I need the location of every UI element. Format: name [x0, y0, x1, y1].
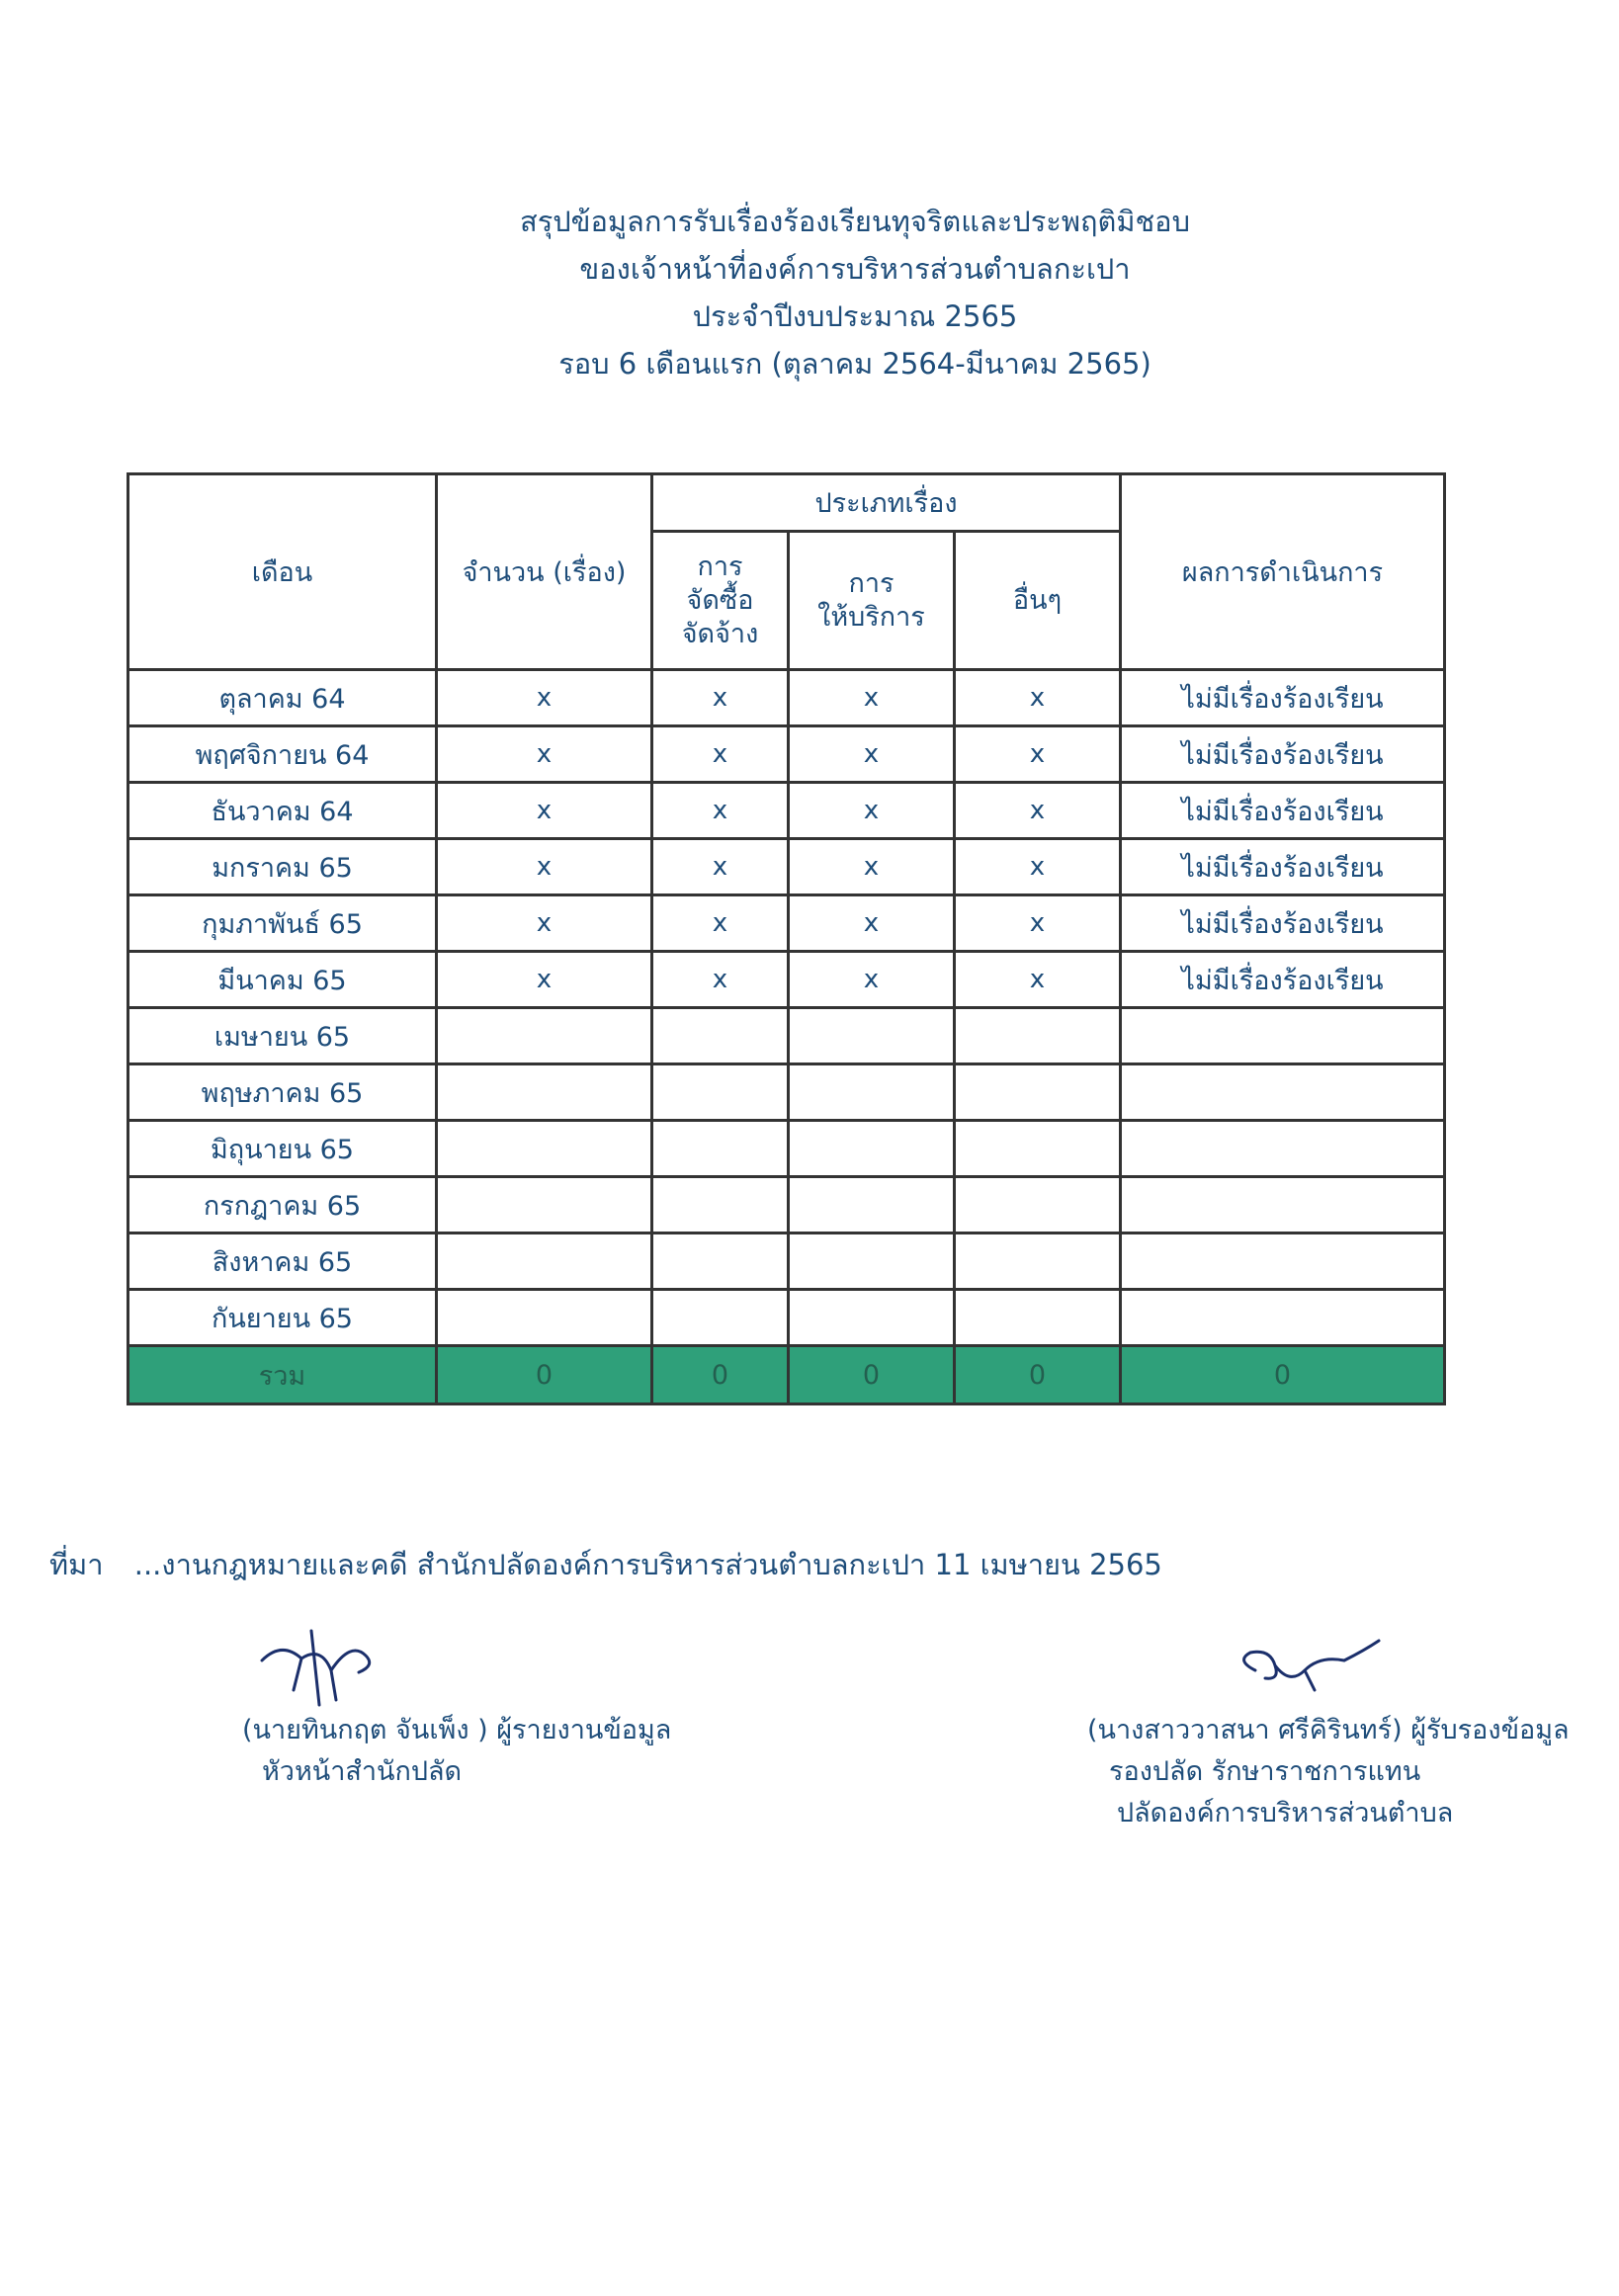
header-procurement-line3: จัดจ้าง: [681, 618, 759, 649]
header-type-group: ประเภทเรื่อง: [652, 474, 1121, 532]
signature-left-position: หัวหน้าสำนักปลัด: [262, 1756, 463, 1787]
cell-procurement: x: [652, 726, 789, 783]
cell-procurement: [652, 1290, 789, 1346]
cell-other: x: [955, 670, 1121, 726]
cell-count: [437, 1233, 652, 1290]
cell-result: [1121, 1177, 1445, 1233]
signature-block-left: [242, 1621, 835, 1793]
cell-procurement: x: [652, 895, 789, 952]
cell-result: [1121, 1290, 1445, 1346]
cell-month: ธันวาคม 64: [128, 783, 437, 839]
header-service-line1: การ: [848, 567, 895, 599]
cell-procurement: [652, 1008, 789, 1064]
table-row: [128, 726, 1445, 783]
total-result: 0: [1121, 1346, 1445, 1404]
cell-service: x: [789, 726, 955, 783]
header-month: เดือน: [128, 474, 437, 670]
cell-count: x: [437, 783, 652, 839]
source-label: ที่มา: [49, 1548, 104, 1581]
title-line-2: ของเจ้าหน้าที่องค์การบริหารส่วนตำบลกะเปา: [579, 252, 1131, 286]
cell-result: [1121, 1008, 1445, 1064]
cell-other: [955, 1290, 1121, 1346]
header-count: จำนวน (เรื่อง): [437, 474, 652, 670]
table-row: [128, 1064, 1445, 1121]
header-procurement: [652, 532, 789, 670]
cell-month: สิงหาคม 65: [128, 1233, 437, 1290]
table-row: [128, 1121, 1445, 1177]
document-title: [0, 198, 1619, 387]
cell-month: กรกฎาคม 65: [128, 1177, 437, 1233]
cell-service: x: [789, 895, 955, 952]
cell-count: [437, 1177, 652, 1233]
complaint-table-wrapper: [127, 472, 1446, 1405]
total-label: รวม: [128, 1346, 437, 1404]
cell-month: เมษายน 65: [128, 1008, 437, 1064]
header-procurement-line2: จัดซื้อ: [686, 584, 754, 616]
cell-procurement: [652, 1177, 789, 1233]
cell-result: [1121, 1121, 1445, 1177]
complaint-summary-table: [127, 472, 1446, 1405]
cell-result: ไม่มีเรื่องร้องเรียน: [1121, 670, 1445, 726]
total-other: 0: [955, 1346, 1121, 1404]
cell-other: [955, 1064, 1121, 1121]
cell-count: [437, 1290, 652, 1346]
cell-procurement: x: [652, 783, 789, 839]
cell-count: x: [437, 952, 652, 1008]
cell-count: [437, 1008, 652, 1064]
title-line-3: ประจำปีงบประมาณ 2565: [692, 299, 1018, 333]
signature-right-position-1: รองปลัด รักษาราชการแทน: [1109, 1756, 1421, 1787]
table-row: [128, 839, 1445, 895]
table-body: [128, 670, 1445, 1346]
cell-other: x: [955, 895, 1121, 952]
cell-month: มีนาคม 65: [128, 952, 437, 1008]
table-row: [128, 1177, 1445, 1233]
cell-other: x: [955, 726, 1121, 783]
cell-result: ไม่มีเรื่องร้องเรียน: [1121, 952, 1445, 1008]
cell-other: x: [955, 952, 1121, 1008]
cell-result: [1121, 1233, 1445, 1290]
signature-block-right: [1087, 1631, 1601, 1834]
header-result: ผลการดำเนินการ: [1121, 474, 1445, 670]
cell-result: ไม่มีเรื่องร้องเรียน: [1121, 895, 1445, 952]
cell-month: มกราคม 65: [128, 839, 437, 895]
cell-service: [789, 1233, 955, 1290]
source-text: ...งานกฎหมายและคดี สำนักปลัดองค์การบริหารส่วนตำบลกะเปา 11 เมษายน 2565: [133, 1548, 1162, 1581]
table-row: [128, 1008, 1445, 1064]
cell-service: [789, 1008, 955, 1064]
header-other: อื่นๆ: [955, 532, 1121, 670]
total-row: [128, 1346, 1445, 1404]
signature-left-image: [242, 1621, 400, 1710]
total-count: 0: [437, 1346, 652, 1404]
cell-other: [955, 1233, 1121, 1290]
cell-result: ไม่มีเรื่องร้องเรียน: [1121, 839, 1445, 895]
cell-count: x: [437, 670, 652, 726]
cell-service: x: [789, 783, 955, 839]
table-row: [128, 670, 1445, 726]
table-row: [128, 952, 1445, 1008]
cell-other: [955, 1177, 1121, 1233]
signature-left-name: (นายทินกฤต จันเพ็ง ) ผู้รายงานข้อมูล: [242, 1715, 672, 1745]
cell-other: x: [955, 839, 1121, 895]
table-row: [128, 783, 1445, 839]
table-row: [128, 1233, 1445, 1290]
cell-month: กันยายน 65: [128, 1290, 437, 1346]
cell-service: [789, 1177, 955, 1233]
table-row: [128, 895, 1445, 952]
total-service: 0: [789, 1346, 955, 1404]
signature-right-position-2: ปลัดองค์การบริหารส่วนตำบล: [1117, 1798, 1454, 1828]
cell-other: [955, 1121, 1121, 1177]
cell-count: x: [437, 895, 652, 952]
source-line: [49, 1542, 1162, 1587]
cell-other: [955, 1008, 1121, 1064]
cell-procurement: x: [652, 952, 789, 1008]
title-line-4: รอบ 6 เดือนแรก (ตุลาคม 2564-มีนาคม 2565): [558, 347, 1151, 381]
cell-procurement: [652, 1064, 789, 1121]
cell-result: [1121, 1064, 1445, 1121]
cell-procurement: [652, 1121, 789, 1177]
cell-count: x: [437, 726, 652, 783]
cell-service: x: [789, 670, 955, 726]
cell-service: x: [789, 839, 955, 895]
cell-service: [789, 1121, 955, 1177]
header-procurement-line1: การ: [697, 551, 743, 582]
header-service-line2: ให้บริการ: [817, 601, 925, 633]
signature-right-image: [1226, 1631, 1394, 1710]
cell-result: ไม่มีเรื่องร้องเรียน: [1121, 783, 1445, 839]
cell-count: [437, 1064, 652, 1121]
cell-month: กุมภาพันธ์ 65: [128, 895, 437, 952]
cell-month: พฤษภาคม 65: [128, 1064, 437, 1121]
header-service: [789, 532, 955, 670]
cell-procurement: x: [652, 839, 789, 895]
cell-month: พฤศจิกายน 64: [128, 726, 437, 783]
title-line-1: สรุปข้อมูลการรับเรื่องร้องเรียนทุจริตและประพฤติมิชอบ: [520, 205, 1190, 238]
signature-right-name: (นางสาววาสนา ศรีคิรินทร์) ผู้รับรองข้อมูล: [1087, 1715, 1570, 1745]
cell-service: [789, 1064, 955, 1121]
cell-procurement: x: [652, 670, 789, 726]
cell-month: มิถุนายน 65: [128, 1121, 437, 1177]
table-row: [128, 1290, 1445, 1346]
cell-service: [789, 1290, 955, 1346]
cell-result: ไม่มีเรื่องร้องเรียน: [1121, 726, 1445, 783]
cell-other: x: [955, 783, 1121, 839]
cell-procurement: [652, 1233, 789, 1290]
cell-month: ตุลาคม 64: [128, 670, 437, 726]
cell-count: [437, 1121, 652, 1177]
cell-count: x: [437, 839, 652, 895]
cell-service: x: [789, 952, 955, 1008]
total-procurement: 0: [652, 1346, 789, 1404]
